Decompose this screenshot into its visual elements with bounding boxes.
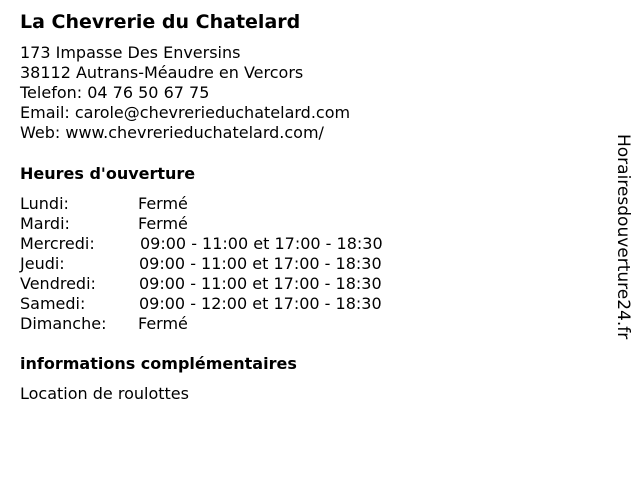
site-watermark: Horairesdouverture24.fr [613,134,633,340]
day-label: Samedi: [20,294,86,313]
day-hours: Fermé [138,194,188,213]
phone-line: Telefon: 04 76 50 67 75 [20,83,210,102]
day-label: Lundi: [20,194,69,213]
hours-row-monday [20,194,440,214]
address-city: 38112 Autrans-Méaudre en Vercors [20,63,304,82]
contact-block [20,43,350,143]
day-label: Jeudi: [20,254,65,273]
hours-row-tuesday [20,214,440,234]
day-label: Vendredi: [20,274,96,293]
day-hours: 09:00 - 11:00 et 17:00 - 18:30 [139,274,382,293]
hours-row-sunday [20,314,440,334]
day-hours: 09:00 - 11:00 et 17:00 - 18:30 [139,254,382,273]
day-hours: 09:00 - 12:00 et 17:00 - 18:30 [139,294,382,313]
day-label: Dimanche: [20,314,107,333]
additional-info-text: Location de roulottes [20,384,189,403]
hours-row-saturday [20,294,440,314]
address-street: 173 Impasse Des Enversins [20,43,241,62]
hours-row-friday [20,274,440,294]
business-name: La Chevrerie du Chatelard [20,11,301,33]
day-hours: 09:00 - 11:00 et 17:00 - 18:30 [140,234,383,253]
day-label: Mercredi: [20,234,95,253]
email-line: Email: carole@chevrerieduchatelard.com [20,103,351,122]
day-hours: Fermé [138,214,188,233]
opening-hours-table [20,194,440,334]
hours-row-thursday [20,254,440,274]
hours-row-wednesday [20,234,440,254]
day-hours: Fermé [138,314,188,333]
additional-info-heading: informations complémentaires [20,354,297,373]
day-label: Mardi: [20,214,70,233]
website-line: Web: www.chevrerieduchatelard.com/ [20,123,324,142]
opening-hours-heading: Heures d'ouverture [20,164,196,183]
